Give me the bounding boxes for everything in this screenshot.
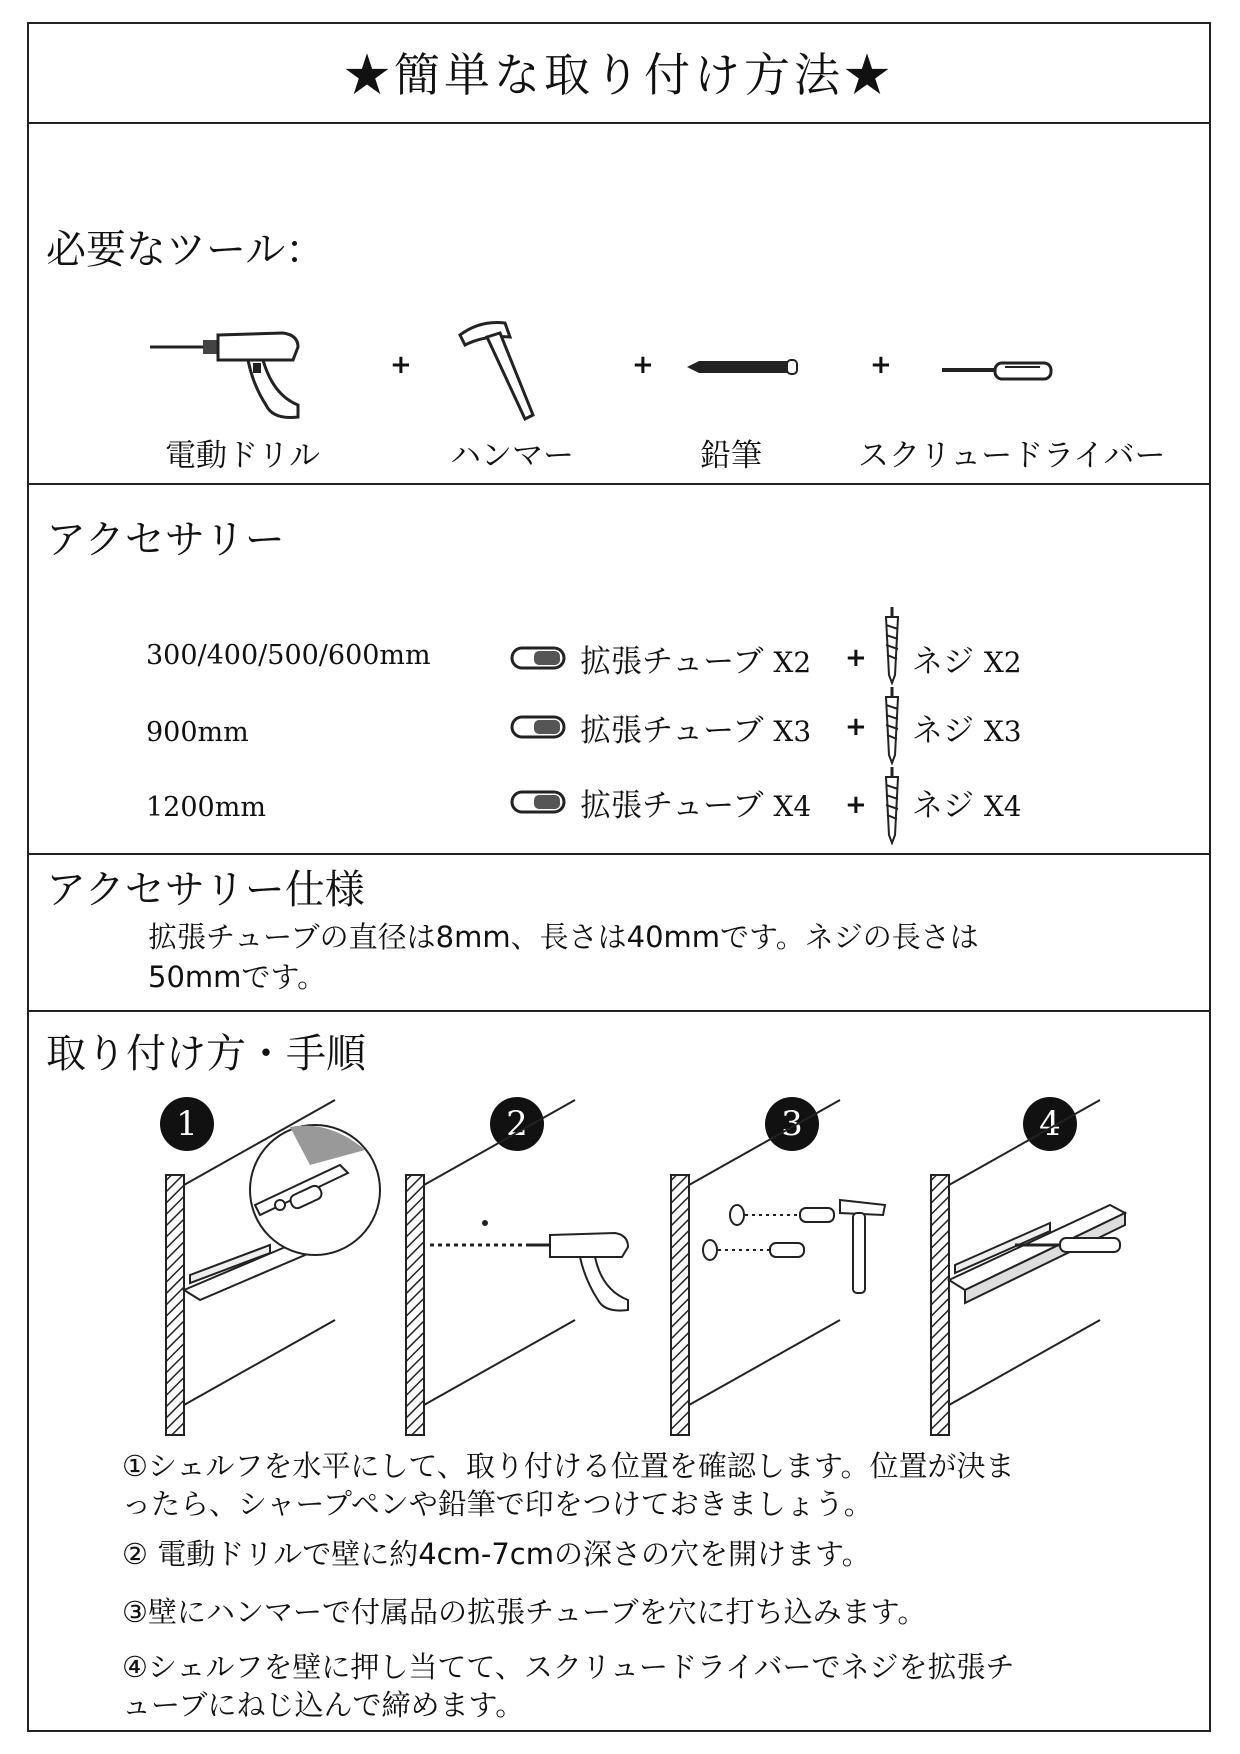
step3-text: ③壁にハンマーで付属品の拡張チューブを穴に打ち込みます。 [122, 1595, 927, 1629]
tool-label-screwdriver: スクリュードライバー [858, 438, 1166, 474]
plus-sign: + [845, 712, 867, 742]
steps-heading: 取り付け方・手順 [46, 1031, 366, 1077]
hammer-icon [455, 315, 535, 429]
divider [27, 122, 1211, 124]
screw-icon [880, 605, 904, 689]
tube-label: 拡張チューブ X4 [580, 788, 812, 824]
plus-sign: + [632, 350, 654, 380]
step1-illustration [160, 1095, 400, 1444]
tools-heading: 必要なツール： [46, 227, 326, 273]
step4-text [122, 1648, 1122, 1724]
screw-label: ネジ X2 [912, 644, 1022, 680]
screw-label: ネジ X4 [912, 788, 1022, 824]
page-title: ★簡単な取り付け方法★ [344, 48, 894, 102]
step3-illustration [665, 1095, 895, 1444]
tool-label-drill: 電動ドリル [165, 438, 320, 474]
size-label: 1200mm [146, 792, 266, 823]
plus-sign: + [870, 350, 892, 380]
step-number-3: 3 [765, 1097, 819, 1151]
screw-icon [880, 685, 904, 769]
step-number-1: 1 [160, 1097, 214, 1151]
tube-label: 拡張チューブ X3 [580, 713, 812, 749]
step4-illustration [925, 1095, 1155, 1444]
tool-label-hammer: ハンマー [450, 438, 574, 474]
step2-text: ② 電動ドリルで壁に約4cm-7cmの深さの穴を開けます。 [122, 1537, 871, 1571]
spec-line: 50mmです。 [148, 960, 327, 994]
tool-label-pencil: 鉛筆 [700, 438, 762, 474]
pencil-icon [685, 355, 800, 383]
divider [27, 483, 1211, 485]
step1-text [122, 1447, 1122, 1523]
accessories-heading: アクセサリー [46, 517, 285, 563]
step1-line: ったら、シャープペンや鉛筆で印をつけておきましょう。 [122, 1487, 873, 1521]
expansion-tube-icon [510, 645, 568, 675]
expansion-tube-icon [510, 789, 568, 819]
tube-label: 拡張チューブ X2 [580, 644, 812, 680]
screw-label: ネジ X3 [912, 713, 1022, 749]
expansion-tube-icon [510, 714, 568, 744]
step4-line: ④シェルフを壁に押し当てて、スクリュードライバーでネジを拡張チ [122, 1650, 1015, 1684]
spec-text [148, 917, 1048, 997]
plus-sign: + [845, 643, 867, 673]
step-number-4: 4 [1023, 1097, 1077, 1151]
screw-icon [880, 765, 904, 849]
step4-line: ューブにねじ込んで締めます。 [122, 1688, 525, 1722]
size-label: 900mm [146, 717, 249, 748]
step1-line: ①シェルフを水平にして、取り付ける位置を確認します。位置が決ま [122, 1449, 1015, 1483]
spec-line: 拡張チューブの直径は8mm、長さは40mmです。ネジの長さは [148, 920, 979, 954]
spec-heading: アクセサリー仕様 [46, 867, 365, 913]
divider [27, 1010, 1211, 1012]
size-label: 300/400/500/600mm [146, 640, 431, 671]
step2-illustration [400, 1095, 650, 1444]
divider [27, 853, 1211, 855]
plus-sign: + [845, 790, 867, 820]
screwdriver-icon [940, 355, 1055, 389]
step-number-2: 2 [490, 1097, 544, 1151]
drill-icon [148, 325, 308, 429]
plus-sign: + [390, 350, 412, 380]
